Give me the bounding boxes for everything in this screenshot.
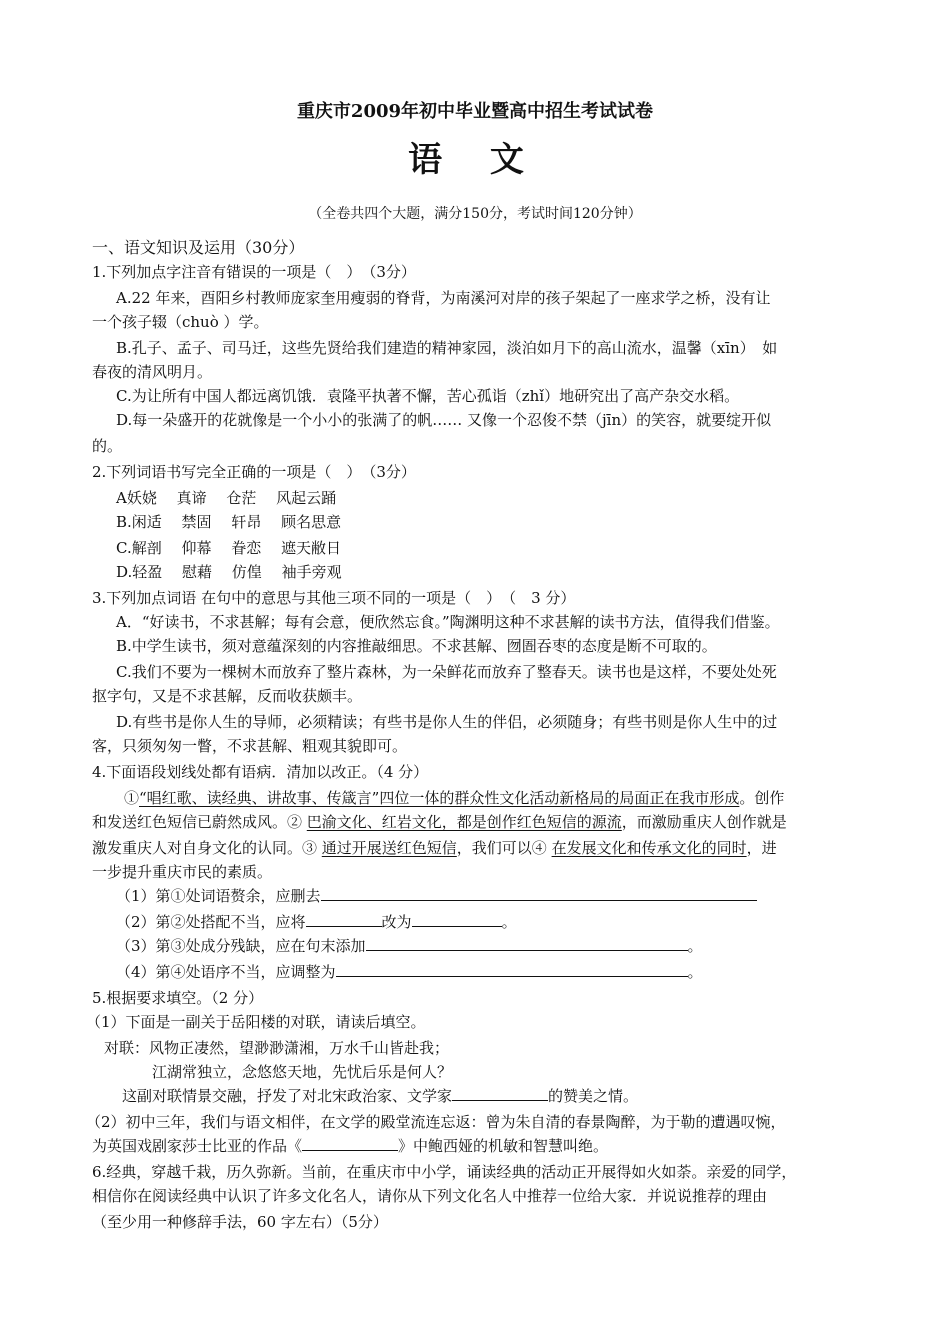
q4-s4-label: （4）第④处语序不当，应调整为 — [116, 963, 336, 981]
q4-text: 激发重庆人对自身文化的认同。③ — [92, 839, 322, 857]
q4-s2-label: （2）第②处搭配不当，应将 — [116, 913, 306, 931]
q4-passage-line3 — [92, 838, 777, 858]
q4-s1-label: （1）第①处词语赘余，应删去 — [116, 887, 321, 905]
q3-option-d-line1: D.有些书是你人生的导师，必须精读；有些书是你人生的伴侣，必须随身；有些书则是你人生中的过 — [116, 713, 778, 731]
q4-underlined-3: 通过开展送红色短信 — [321, 839, 457, 857]
q6-line2: 相信你在阅读经典中认识了许多文化名人，请你从下列文化名人中推荐一位给大家．并说说推荐的理由 — [92, 1187, 768, 1205]
q3-option-b: B.中学生读书，须对意蕴深刻的内容推敲细思。不求甚解、囫圄吞枣的态度是断不可取的。 — [116, 637, 717, 655]
exam-title: 重庆市2009年初中毕业暨高中招生考试试卷 — [296, 101, 654, 122]
q4-underlined-1: “唱红歌、读经典、讲故事、传箴言”四位一体的群众性文化活动新格局的局面正在我市形成 — [139, 789, 740, 807]
q3-stem: 3.下列加点词语 在句中的意思与其他三项不同的一项是（ ） （ 3 分） — [92, 589, 576, 607]
q4-s3-answer-blank[interactable] — [366, 936, 688, 951]
q6-line3: （至少用一种修辞手法，60 字左右）（5分） — [92, 1213, 388, 1231]
q4-subquestion-1 — [116, 886, 757, 906]
q4-underlined-2: 巴渝文化、红岩文化，都是创作红色短信的源流 — [306, 813, 622, 831]
q5-fill1-end: 的赞美之情。 — [548, 1087, 639, 1105]
q4-passage-line1 — [124, 788, 784, 808]
q4-s3-label: （3）第③处成分残缺，应在句末添加 — [116, 937, 366, 955]
q4-text: 。创作 — [739, 789, 785, 807]
q4-subquestion-3 — [116, 936, 703, 956]
q5-couplet-line2: 江湖常独立，念悠悠天地，先忧后乐是何人？ — [152, 1063, 453, 1081]
q2-option-b: B.闲适 禁固 轩昂 顾名思意 — [116, 513, 342, 531]
q4-s3-end: 。 — [687, 937, 703, 955]
q5-fill-1 — [122, 1086, 638, 1106]
q1-option-d-line2: 的。 — [92, 437, 123, 455]
q5-s2-end: 》中鲍西娅的机敏和智慧叫绝。 — [398, 1137, 609, 1155]
q3-option-d-line2: 客，只须匆匆一瞥，不求甚解、粗观其貌即可。 — [92, 737, 408, 755]
q4-subquestion-2 — [116, 912, 517, 932]
q4-text: 和发送红色短信已蔚然成风。② — [92, 813, 307, 831]
q3-option-c-line1: C.我们不要为一棵树木而放弃了整片森林，为一朵鲜花而放弃了整春天。读书也是这样，不要处处死 — [116, 663, 777, 681]
q4-s2-answer-blank-2[interactable] — [412, 912, 502, 927]
q4-s4-end: 。 — [687, 963, 703, 981]
q3-option-a: A．“好读书，不求甚解；每有会意，便欣然忘食。”陶渊明这种不求甚解的读书方法，值得我们借鉴。 — [116, 613, 780, 631]
q1-option-b-line2: 春夜的清风明月。 — [92, 363, 213, 381]
q5-subquestion-1: （1）下面是一副关于岳阳楼的对联，请读后填空。 — [86, 1013, 426, 1031]
q1-option-c: C.为让所有中国人都远离饥饿．袁隆平执著不懈，苦心孤诣（zhǐ）地研究出了高产杂交水稻。 — [116, 387, 740, 405]
q4-s2-answer-blank-1[interactable] — [306, 912, 382, 927]
q4-passage-line2 — [92, 812, 787, 832]
q5-s2-answer-blank[interactable] — [302, 1136, 398, 1151]
q5-stem: 5.根据要求填空。（2 分） — [92, 989, 264, 1007]
q5-fill1-start: 这副对联情景交融，抒发了对北宋政治家、文学家 — [122, 1087, 453, 1105]
exam-note: （全卷共四个大题，满分150分，考试时间120分钟） — [308, 206, 642, 222]
q6-line1: 6.经典，穿越千栽，历久弥新。当前，在重庆市中小学，诵读经典的活动正开展得如火如荼。亲爱的同学， — [92, 1163, 797, 1181]
q1-stem: 1.下列加点字注音有错误的一项是（ ） （3分） — [92, 263, 416, 281]
q2-stem: 2.下列词语书写完全正确的一项是（ ） （3分） — [92, 463, 416, 481]
subject-title: 语 文 — [408, 140, 542, 180]
q4-text: ，而激励重庆人创作就是 — [621, 813, 787, 831]
q5-fill1-answer-blank[interactable] — [452, 1086, 548, 1101]
q5-couplet-line1: 对联：风物正凄然，望渺渺潇湘，万水千山皆赴我； — [104, 1039, 450, 1057]
q2-option-c: C.解剖 仰幕 眷恋 遮天敝日 — [116, 539, 342, 557]
q2-option-d: D.轻盈 慰藉 仿偟 袖手旁观 — [116, 563, 342, 581]
q4-mark-1: ① — [124, 789, 140, 807]
q4-passage-line4: 一步提升重庆市民的素质。 — [92, 863, 273, 881]
q1-option-a-line1: A.22 年来，酉阳乡村教师庞家奎用瘦弱的脊背，为南溪河对岸的孩子架起了一座求学之桥，没有让 — [116, 289, 771, 307]
q5-subquestion-2-line2 — [92, 1136, 608, 1156]
q4-s1-answer-blank[interactable] — [321, 886, 757, 901]
q1-option-b-line1: B.孔子、孟子、司马迁，这些先贤给我们建造的精神家园，淡泊如月下的高山流水，温馨（xīn） 如 — [116, 339, 778, 357]
q4-text: ，我们可以④ — [456, 839, 552, 857]
q5-s2-start: 为英国戏剧家莎士比亚的作品《 — [92, 1137, 303, 1155]
q4-s2-end: 。 — [501, 913, 517, 931]
q4-s4-answer-blank[interactable] — [336, 962, 688, 977]
q4-underlined-4: 在发展文化和传承文化的同时 — [551, 839, 747, 857]
q4-s2-mid: 改为 — [381, 913, 412, 931]
q4-subquestion-4 — [116, 962, 703, 982]
q1-option-d-line1: D.每一朵盛开的花就像是一个小小的张满了的帆…… 又像一个忍俊不禁（jīn）的笑容，就要绽开似 — [116, 411, 772, 429]
q1-option-a-line2: 一个孩子辍（chuò ）学。 — [92, 313, 269, 331]
q4-text: ，进 — [746, 839, 777, 857]
q5-subquestion-2-line1: （2）初中三年，我们与语文相伴，在文学的殿堂流连忘返：曾为朱自清的春景陶醉，为于勒的遭遇叹惋， — [86, 1113, 786, 1131]
q4-stem: 4.下面语段划线处都有语病．清加以改正。（4 分） — [92, 763, 429, 781]
section-heading: 一、语文知识及运用（30分） — [92, 238, 305, 257]
q3-option-c-line2: 抠字句，又是不求甚解，反而收获颇丰。 — [92, 687, 363, 705]
q2-option-a: A妖娆 真谛 仓茫 风起云踊 — [116, 489, 337, 507]
